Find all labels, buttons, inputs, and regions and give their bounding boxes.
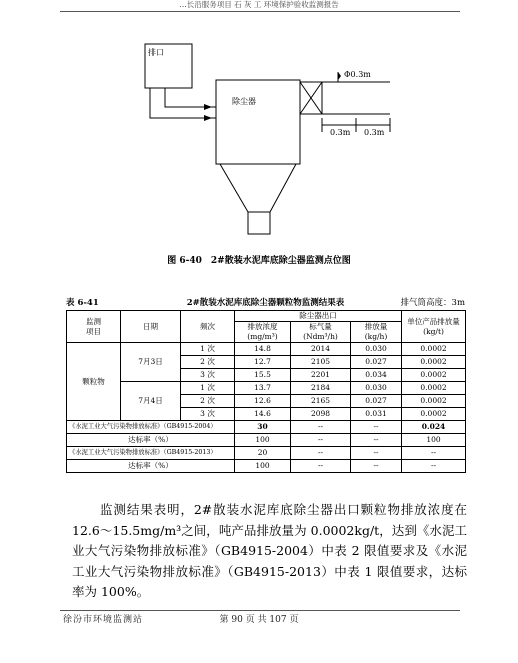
compliance-2004-flow: --: [291, 434, 351, 447]
monitoring-point-diagram: [0, 0, 518, 250]
frequency-cell: 2 次: [181, 395, 235, 408]
discharge-box: [248, 212, 270, 234]
outlet-duct: [300, 82, 390, 114]
unit-emission-cell: 0.0002: [402, 395, 466, 408]
diameter-label: Φ0.3m: [344, 70, 371, 79]
flow-cell: 2105: [291, 356, 351, 369]
footer-rule: [60, 610, 460, 611]
table-row: [67, 382, 466, 395]
table-number: 表 6-41: [66, 298, 99, 308]
compliance-row-2004: [67, 434, 466, 447]
frequency-cell: 1 次: [181, 343, 235, 356]
table-title: 2#散装水泥库底除尘器颗粒物监测结果表: [186, 298, 345, 308]
compliance-2004-unit: 100: [402, 434, 466, 447]
compliance-2013-concentration: 100: [235, 460, 291, 473]
header-unit-emission: 单位产品排放量 (kg/t): [402, 311, 466, 343]
concentration-cell: 14.6: [235, 408, 291, 421]
standard-2004-label: 《水泥工业大气污染物排放标准》（GB4915-2004）: [67, 421, 235, 434]
compliance-2013-unit: --: [402, 460, 466, 473]
concentration-cell: 13.7: [235, 382, 291, 395]
rate-cell: 0.030: [351, 343, 402, 356]
dust-collector-body: [216, 80, 300, 164]
sample-port-cross: [300, 82, 322, 114]
standard-2004-concentration: 30: [235, 421, 291, 434]
flow-arrow-1: [204, 104, 212, 110]
standard-2013-label: 《水泥工业大气污染物排放标准》（GB4915-2013）: [67, 447, 235, 460]
date-cell: 7月3日: [121, 343, 181, 382]
stack-height-note: 排气筒高度：3m: [400, 298, 465, 308]
compliance-2004-label: 达标率（%）: [67, 434, 235, 447]
footer-organization: 徐汾市环境监测站: [63, 615, 144, 625]
rate-cell: 0.027: [351, 395, 402, 408]
concentration-cell: 12.6: [235, 395, 291, 408]
compliance-row-2013: [67, 460, 466, 473]
compliance-2013-label: 达标率（%）: [67, 460, 235, 473]
conclusion-text: [72, 500, 467, 603]
header-item: 监测 项目: [67, 311, 121, 343]
concentration-cell: 14.8: [235, 343, 291, 356]
standard-2013-unit: --: [402, 447, 466, 460]
hopper: [220, 164, 296, 212]
compliance-2004-concentration: 100: [235, 434, 291, 447]
flow-cell: 2201: [291, 369, 351, 382]
header-flow: 标气量 (Ndm³/h): [291, 322, 351, 343]
table-row: [67, 343, 466, 356]
concentration-cell: 15.5: [235, 369, 291, 382]
unit-emission-cell: 0.0002: [402, 408, 466, 421]
monitoring-results-table: [66, 310, 466, 473]
figure-caption: 图 6-40 2#散装水泥库底除尘器监测点位图: [167, 256, 351, 266]
header-frequency: 频次: [181, 311, 235, 343]
frequency-cell: 3 次: [181, 408, 235, 421]
table-caption-row: [66, 296, 465, 308]
inlet-label: 排口: [148, 48, 164, 57]
header-rate: 排放量 (kg/h): [351, 322, 402, 343]
dust-collector-label: 除尘器: [232, 97, 256, 106]
conclusion-paragraph: 监测结果表明，2#散装水泥库底除尘器出口颗粒物排放浓度在 12.6～15.5mg/m³之间，吨产品排放量为 0.0002kg/t，达到《水泥工业大气污染物排放标准》（GB4915-2004）中表 2 限值要求及《水泥工业大气污染物排放标准》（GB4915-2013）中表 1 限值要求，达标率为 100%。: [72, 502, 467, 599]
unit-emission-cell: 0.0002: [402, 356, 466, 369]
date-cell: 7月4日: [121, 382, 181, 421]
rate-cell: 0.027: [351, 356, 402, 369]
rate-cell: 0.030: [351, 382, 402, 395]
compliance-2013-flow: --: [291, 460, 351, 473]
flow-cell: 2098: [291, 408, 351, 421]
flow-cell: 2184: [291, 382, 351, 395]
frequency-cell: 3 次: [181, 369, 235, 382]
unit-emission-cell: 0.0002: [402, 382, 466, 395]
header-date: 日期: [121, 311, 181, 343]
compliance-2004-rate: --: [351, 434, 402, 447]
compliance-2013-rate: --: [351, 460, 402, 473]
standard-row-2013: [67, 447, 466, 460]
header-outlet: 除尘器出口: [235, 311, 402, 322]
flow-cell: 2014: [291, 343, 351, 356]
standard-2004-rate: --: [351, 421, 402, 434]
flow-arrow-2: [204, 115, 212, 121]
page-header: …长沿服务项目 石 灰 工 环境保护验收监测报告: [179, 0, 339, 9]
rate-cell: 0.034: [351, 369, 402, 382]
pollutant-cell: 颗粒物: [67, 343, 121, 421]
rate-cell: 0.031: [351, 408, 402, 421]
standard-2004-flow: --: [291, 421, 351, 434]
duct-lower: [165, 88, 216, 107]
unit-emission-cell: 0.0002: [402, 369, 466, 382]
footer-page-number: 第 90 页 共 107 页: [219, 615, 299, 625]
frequency-cell: 2 次: [181, 356, 235, 369]
standard-2004-unit: 0.024: [402, 421, 466, 434]
frequency-cell: 1 次: [181, 382, 235, 395]
standard-row-2004: [67, 421, 466, 434]
standard-2013-concentration: 20: [235, 447, 291, 460]
header-concentration: 排放浓度 (mg/m³): [235, 322, 291, 343]
flow-cell: 2165: [291, 395, 351, 408]
duct-upper: [150, 88, 216, 118]
concentration-cell: 12.7: [235, 356, 291, 369]
dimension-label-a: 0.3m: [330, 128, 351, 137]
dimension-label-b: 0.3m: [364, 128, 385, 137]
standard-2013-flow: --: [291, 447, 351, 460]
standard-2013-rate: --: [351, 447, 402, 460]
unit-emission-cell: 0.0002: [402, 343, 466, 356]
